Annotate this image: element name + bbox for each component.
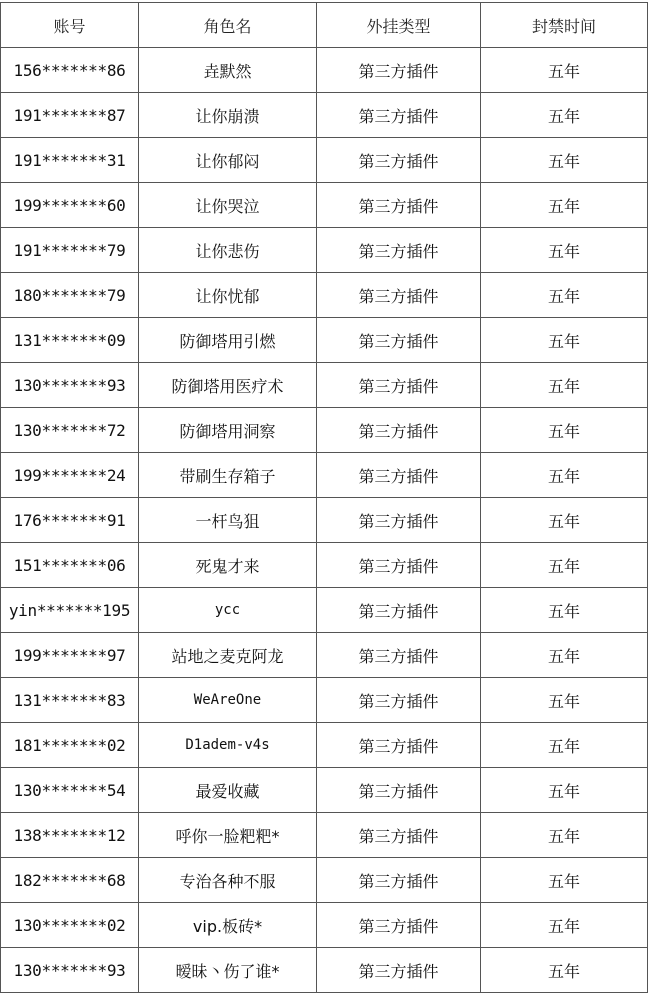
table-row [1, 498, 648, 543]
ban-duration-cell: 五年 [481, 228, 648, 273]
header-cheat-type: 外挂类型 [317, 3, 481, 48]
ban-duration-cell: 五年 [481, 138, 648, 183]
cheat-type-cell: 第三方插件 [317, 948, 481, 993]
role-name-cell: 让你忧郁 [139, 273, 317, 318]
ban-duration-cell: 五年 [481, 858, 648, 903]
role-name-cell: 让你悲伤 [139, 228, 317, 273]
account-cell: 191*******79 [1, 228, 139, 273]
header-ban-duration: 封禁时间 [481, 3, 648, 48]
table-row [1, 543, 648, 588]
role-name-cell: vip.板砖* [139, 903, 317, 948]
role-name-cell: D1adem-v4s [139, 723, 317, 768]
account-cell: 131*******09 [1, 318, 139, 363]
ban-duration-cell: 五年 [481, 678, 648, 723]
table-row [1, 138, 648, 183]
account-cell: 181*******02 [1, 723, 139, 768]
account-cell: 130*******54 [1, 768, 139, 813]
cheat-type-cell: 第三方插件 [317, 903, 481, 948]
role-name-cell: 防御塔用医疗术 [139, 363, 317, 408]
header-row [1, 3, 648, 48]
cheat-type-cell: 第三方插件 [317, 363, 481, 408]
table-header [1, 3, 648, 48]
account-cell: 138*******12 [1, 813, 139, 858]
table-row [1, 633, 648, 678]
account-cell: 151*******06 [1, 543, 139, 588]
role-name-cell: 让你郁闷 [139, 138, 317, 183]
account-cell: 180*******79 [1, 273, 139, 318]
cheat-type-cell: 第三方插件 [317, 813, 481, 858]
account-cell: 130*******02 [1, 903, 139, 948]
ban-duration-cell: 五年 [481, 813, 648, 858]
account-cell: 191*******31 [1, 138, 139, 183]
role-name-cell: 防御塔用洞察 [139, 408, 317, 453]
role-name-cell: 防御塔用引燃 [139, 318, 317, 363]
ban-duration-cell: 五年 [481, 408, 648, 453]
table-row [1, 318, 648, 363]
account-cell: 130*******93 [1, 948, 139, 993]
cheat-type-cell: 第三方插件 [317, 723, 481, 768]
ban-duration-cell: 五年 [481, 498, 648, 543]
role-name-cell: ycc [139, 588, 317, 633]
table-row [1, 408, 648, 453]
role-name-cell: 专治各种不服 [139, 858, 317, 903]
account-cell: 191*******87 [1, 93, 139, 138]
table-row [1, 48, 648, 93]
account-cell: 176*******91 [1, 498, 139, 543]
ban-duration-cell: 五年 [481, 93, 648, 138]
table-row [1, 768, 648, 813]
role-name-cell: 死鬼才来 [139, 543, 317, 588]
role-name-cell: 最爱收藏 [139, 768, 317, 813]
table-row [1, 93, 648, 138]
cheat-type-cell: 第三方插件 [317, 588, 481, 633]
cheat-type-cell: 第三方插件 [317, 183, 481, 228]
table-row [1, 273, 648, 318]
role-name-cell: 一杆鸟狙 [139, 498, 317, 543]
table-row [1, 723, 648, 768]
ban-duration-cell: 五年 [481, 633, 648, 678]
cheat-type-cell: 第三方插件 [317, 408, 481, 453]
role-name-cell: 呼你一脸粑粑* [139, 813, 317, 858]
ban-duration-cell: 五年 [481, 768, 648, 813]
cheat-type-cell: 第三方插件 [317, 273, 481, 318]
table-row [1, 228, 648, 273]
ban-duration-cell: 五年 [481, 723, 648, 768]
table-body [1, 48, 648, 993]
ban-duration-cell: 五年 [481, 273, 648, 318]
ban-duration-cell: 五年 [481, 588, 648, 633]
ban-duration-cell: 五年 [481, 543, 648, 588]
table-row [1, 453, 648, 498]
account-cell: 130*******72 [1, 408, 139, 453]
table-row [1, 588, 648, 633]
cheat-type-cell: 第三方插件 [317, 93, 481, 138]
account-cell: 199*******60 [1, 183, 139, 228]
cheat-type-cell: 第三方插件 [317, 633, 481, 678]
ban-duration-cell: 五年 [481, 318, 648, 363]
cheat-type-cell: 第三方插件 [317, 498, 481, 543]
cheat-type-cell: 第三方插件 [317, 858, 481, 903]
table-row [1, 363, 648, 408]
header-role-name: 角色名 [139, 3, 317, 48]
ban-duration-cell: 五年 [481, 48, 648, 93]
account-cell: 131*******83 [1, 678, 139, 723]
role-name-cell: WeAreOne [139, 678, 317, 723]
table-row [1, 183, 648, 228]
table-row [1, 813, 648, 858]
cheat-type-cell: 第三方插件 [317, 768, 481, 813]
table-row [1, 948, 648, 993]
cheat-type-cell: 第三方插件 [317, 678, 481, 723]
account-cell: 156*******86 [1, 48, 139, 93]
role-name-cell: 站地之麦克阿龙 [139, 633, 317, 678]
role-name-cell: 带刷生存箱子 [139, 453, 317, 498]
ban-duration-cell: 五年 [481, 453, 648, 498]
cheat-type-cell: 第三方插件 [317, 228, 481, 273]
ban-list-table [0, 2, 648, 993]
table-row [1, 903, 648, 948]
cheat-type-cell: 第三方插件 [317, 48, 481, 93]
cheat-type-cell: 第三方插件 [317, 318, 481, 363]
ban-duration-cell: 五年 [481, 183, 648, 228]
account-cell: yin*******195 [1, 588, 139, 633]
role-name-cell: 让你崩溃 [139, 93, 317, 138]
role-name-cell: 暧昧丶伤了谁* [139, 948, 317, 993]
account-cell: 199*******97 [1, 633, 139, 678]
account-cell: 182*******68 [1, 858, 139, 903]
table-row [1, 858, 648, 903]
ban-duration-cell: 五年 [481, 948, 648, 993]
ban-duration-cell: 五年 [481, 363, 648, 408]
cheat-type-cell: 第三方插件 [317, 543, 481, 588]
cheat-type-cell: 第三方插件 [317, 138, 481, 183]
ban-duration-cell: 五年 [481, 903, 648, 948]
role-name-cell: 垚默然 [139, 48, 317, 93]
table-row [1, 678, 648, 723]
account-cell: 199*******24 [1, 453, 139, 498]
role-name-cell: 让你哭泣 [139, 183, 317, 228]
header-account: 账号 [1, 3, 139, 48]
account-cell: 130*******93 [1, 363, 139, 408]
cheat-type-cell: 第三方插件 [317, 453, 481, 498]
